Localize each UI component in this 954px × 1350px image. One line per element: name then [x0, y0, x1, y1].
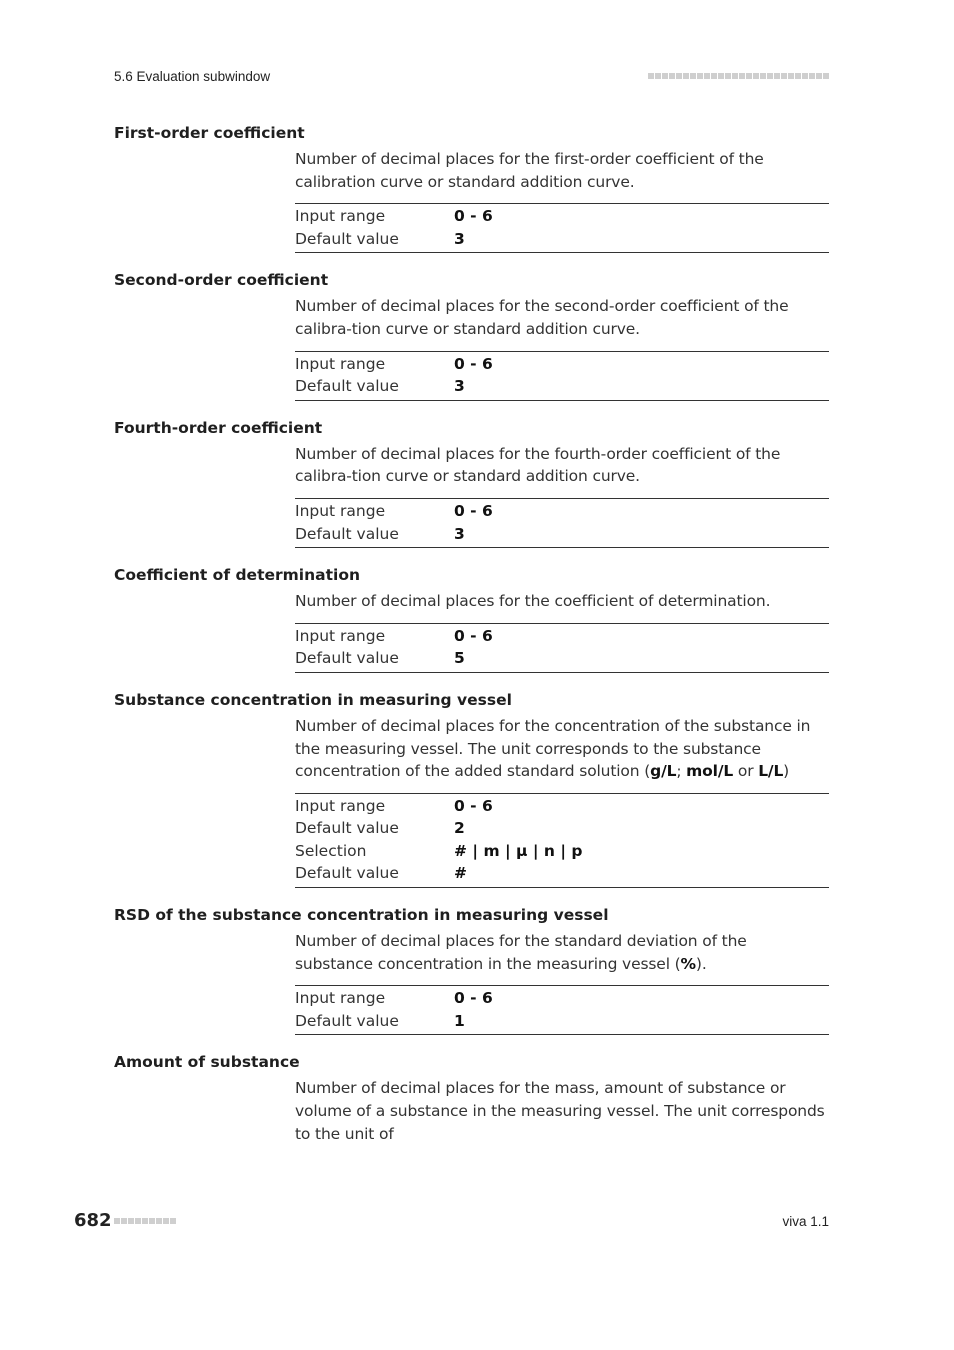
- description-text: Number of decimal places for the standard deviation of the substance concentration in the measuring vessel (: [295, 932, 747, 973]
- section-second-order-coefficient: [114, 269, 829, 400]
- running-header-section: 5.6 Evaluation subwindow: [114, 69, 271, 84]
- unit-text: mol/L: [686, 762, 734, 781]
- decoration-dot: [788, 73, 794, 79]
- decoration-dot: [711, 73, 717, 79]
- parameter-value: 3: [454, 524, 465, 543]
- unit-text: L/L: [758, 762, 784, 781]
- parameter-row: [295, 375, 829, 398]
- section-description: Number of decimal places for the second-order coefficient of the calibra-tion curve or standard addition curve.: [295, 297, 789, 338]
- parameter-key: Default value: [295, 819, 399, 838]
- parameter-key: Selection: [295, 841, 367, 860]
- decoration-dot: [739, 73, 745, 79]
- section-title: Substance concentration in measuring vessel: [114, 690, 512, 709]
- decoration-dot: [795, 73, 801, 79]
- parameter-row: [295, 228, 829, 251]
- decoration-dot: [725, 73, 731, 79]
- decoration-dot: [718, 73, 724, 79]
- decoration-dot: [121, 1218, 127, 1224]
- footer-decoration-dots: [114, 1218, 176, 1224]
- parameter-value: 2: [454, 819, 465, 838]
- section-description: [295, 930, 829, 975]
- parameter-key: Default value: [295, 864, 399, 883]
- decoration-dot: [732, 73, 738, 79]
- parameter-value: 3: [454, 229, 465, 248]
- parameter-table: [295, 203, 829, 253]
- decoration-dot: [760, 73, 766, 79]
- parameter-row: [295, 500, 829, 523]
- decoration-dot: [655, 73, 661, 79]
- section-fourth-order-coefficient: [114, 417, 829, 548]
- decoration-dot: [767, 73, 773, 79]
- section-title: Second-order coefficient: [114, 271, 329, 290]
- parameter-key: Input range: [295, 207, 386, 226]
- decoration-dot: [781, 73, 787, 79]
- parameter-value: #: [454, 864, 467, 883]
- decoration-dot: [170, 1218, 176, 1224]
- decoration-dot: [149, 1218, 155, 1224]
- decoration-dot: [802, 73, 808, 79]
- decoration-dot: [704, 73, 710, 79]
- page-number: 682: [74, 1210, 112, 1231]
- parameter-value: 0 - 6: [454, 626, 493, 645]
- parameter-table: [295, 985, 829, 1035]
- parameter-row: [295, 1010, 829, 1033]
- section-substance-concentration: [114, 689, 829, 888]
- decoration-dot: [114, 1218, 120, 1224]
- parameter-row: [295, 795, 829, 818]
- parameter-row: [295, 647, 829, 670]
- parameter-table: [295, 793, 829, 888]
- decoration-dot: [823, 73, 829, 79]
- parameter-key: Default value: [295, 229, 399, 248]
- decoration-dot: [753, 73, 759, 79]
- parameter-key: Default value: [295, 524, 399, 543]
- decoration-dot: [128, 1218, 134, 1224]
- description-text: ): [783, 762, 790, 781]
- description-text: ).: [695, 954, 707, 973]
- parameter-table: [295, 498, 829, 548]
- document-body: [114, 122, 829, 1161]
- decoration-dot: [816, 73, 822, 79]
- parameter-value: 3: [454, 377, 465, 396]
- section-title: Amount of substance: [114, 1053, 300, 1072]
- section-coefficient-of-determination: [114, 564, 829, 673]
- parameter-row: [295, 353, 829, 376]
- unit-text: %: [680, 954, 696, 973]
- section-description: Number of decimal places for the fourth-order coefficient of the calibra-tion curve or standard addition curve.: [295, 444, 781, 486]
- decoration-dot: [669, 73, 675, 79]
- parameter-value: 0 - 6: [454, 354, 493, 373]
- parameter-value: # | m | µ | n | p: [454, 841, 583, 860]
- parameter-value: 0 - 6: [454, 989, 493, 1008]
- description-text: or: [733, 762, 759, 781]
- decoration-dot: [746, 73, 752, 79]
- product-version: viva 1.1: [782, 1214, 829, 1229]
- parameter-key: Input range: [295, 989, 386, 1008]
- decoration-dot: [648, 73, 654, 79]
- parameter-row: [295, 625, 829, 648]
- decoration-dot: [662, 73, 668, 79]
- parameter-row: [295, 523, 829, 546]
- decoration-dot: [163, 1218, 169, 1224]
- header-decoration-dots: [648, 73, 829, 79]
- unit-text: g/L: [650, 762, 677, 781]
- parameter-key: Default value: [295, 1011, 399, 1030]
- parameter-key: Input range: [295, 354, 386, 373]
- parameter-table: [295, 623, 829, 673]
- section-title: Coefficient of determination: [114, 566, 361, 585]
- section-description: Number of decimal places for the first-order coefficient of the calibration curve or standard addition curve.: [295, 150, 764, 191]
- parameter-row: [295, 840, 829, 863]
- decoration-dot: [683, 73, 689, 79]
- parameter-key: Default value: [295, 649, 399, 668]
- parameter-key: Input range: [295, 626, 386, 645]
- section-description: Number of decimal places for the mass, amount of substance or volume of a substance in the measuring vessel. The unit corresponds to the unit of: [295, 1079, 825, 1143]
- decoration-dot: [809, 73, 815, 79]
- section-first-order-coefficient: [114, 122, 829, 253]
- decoration-dot: [142, 1218, 148, 1224]
- parameter-table: [295, 351, 829, 401]
- decoration-dot: [697, 73, 703, 79]
- section-description: Number of decimal places for the coefficient of determination.: [295, 592, 771, 611]
- parameter-key: Input range: [295, 796, 386, 815]
- parameter-row: [295, 862, 829, 885]
- parameter-value: 5: [454, 649, 465, 668]
- parameter-value: 1: [454, 1011, 465, 1030]
- section-amount-of-substance: [114, 1051, 829, 1145]
- description-text: Number of decimal places for the concentration of the substance in the measuring vessel. The unit corresponds to the substance concentration of the added standard solution (: [295, 716, 811, 781]
- parameter-value: 0 - 6: [454, 207, 493, 226]
- description-text: ;: [676, 762, 687, 781]
- section-title: Fourth-order coefficient: [114, 418, 323, 437]
- parameter-value: 0 - 6: [454, 796, 493, 815]
- section-title: RSD of the substance concentration in measuring vessel: [114, 906, 609, 925]
- section-rsd-substance-concentration: [114, 904, 829, 1035]
- parameter-value: 0 - 6: [454, 501, 493, 520]
- decoration-dot: [774, 73, 780, 79]
- parameter-row: [295, 987, 829, 1010]
- decoration-dot: [690, 73, 696, 79]
- decoration-dot: [135, 1218, 141, 1224]
- decoration-dot: [156, 1218, 162, 1224]
- parameter-row: [295, 817, 829, 840]
- parameter-row: [295, 205, 829, 228]
- decoration-dot: [676, 73, 682, 79]
- parameter-key: Input range: [295, 501, 386, 520]
- parameter-key: Default value: [295, 377, 399, 396]
- section-description: [295, 715, 829, 783]
- section-title: First-order coefficient: [114, 124, 305, 142]
